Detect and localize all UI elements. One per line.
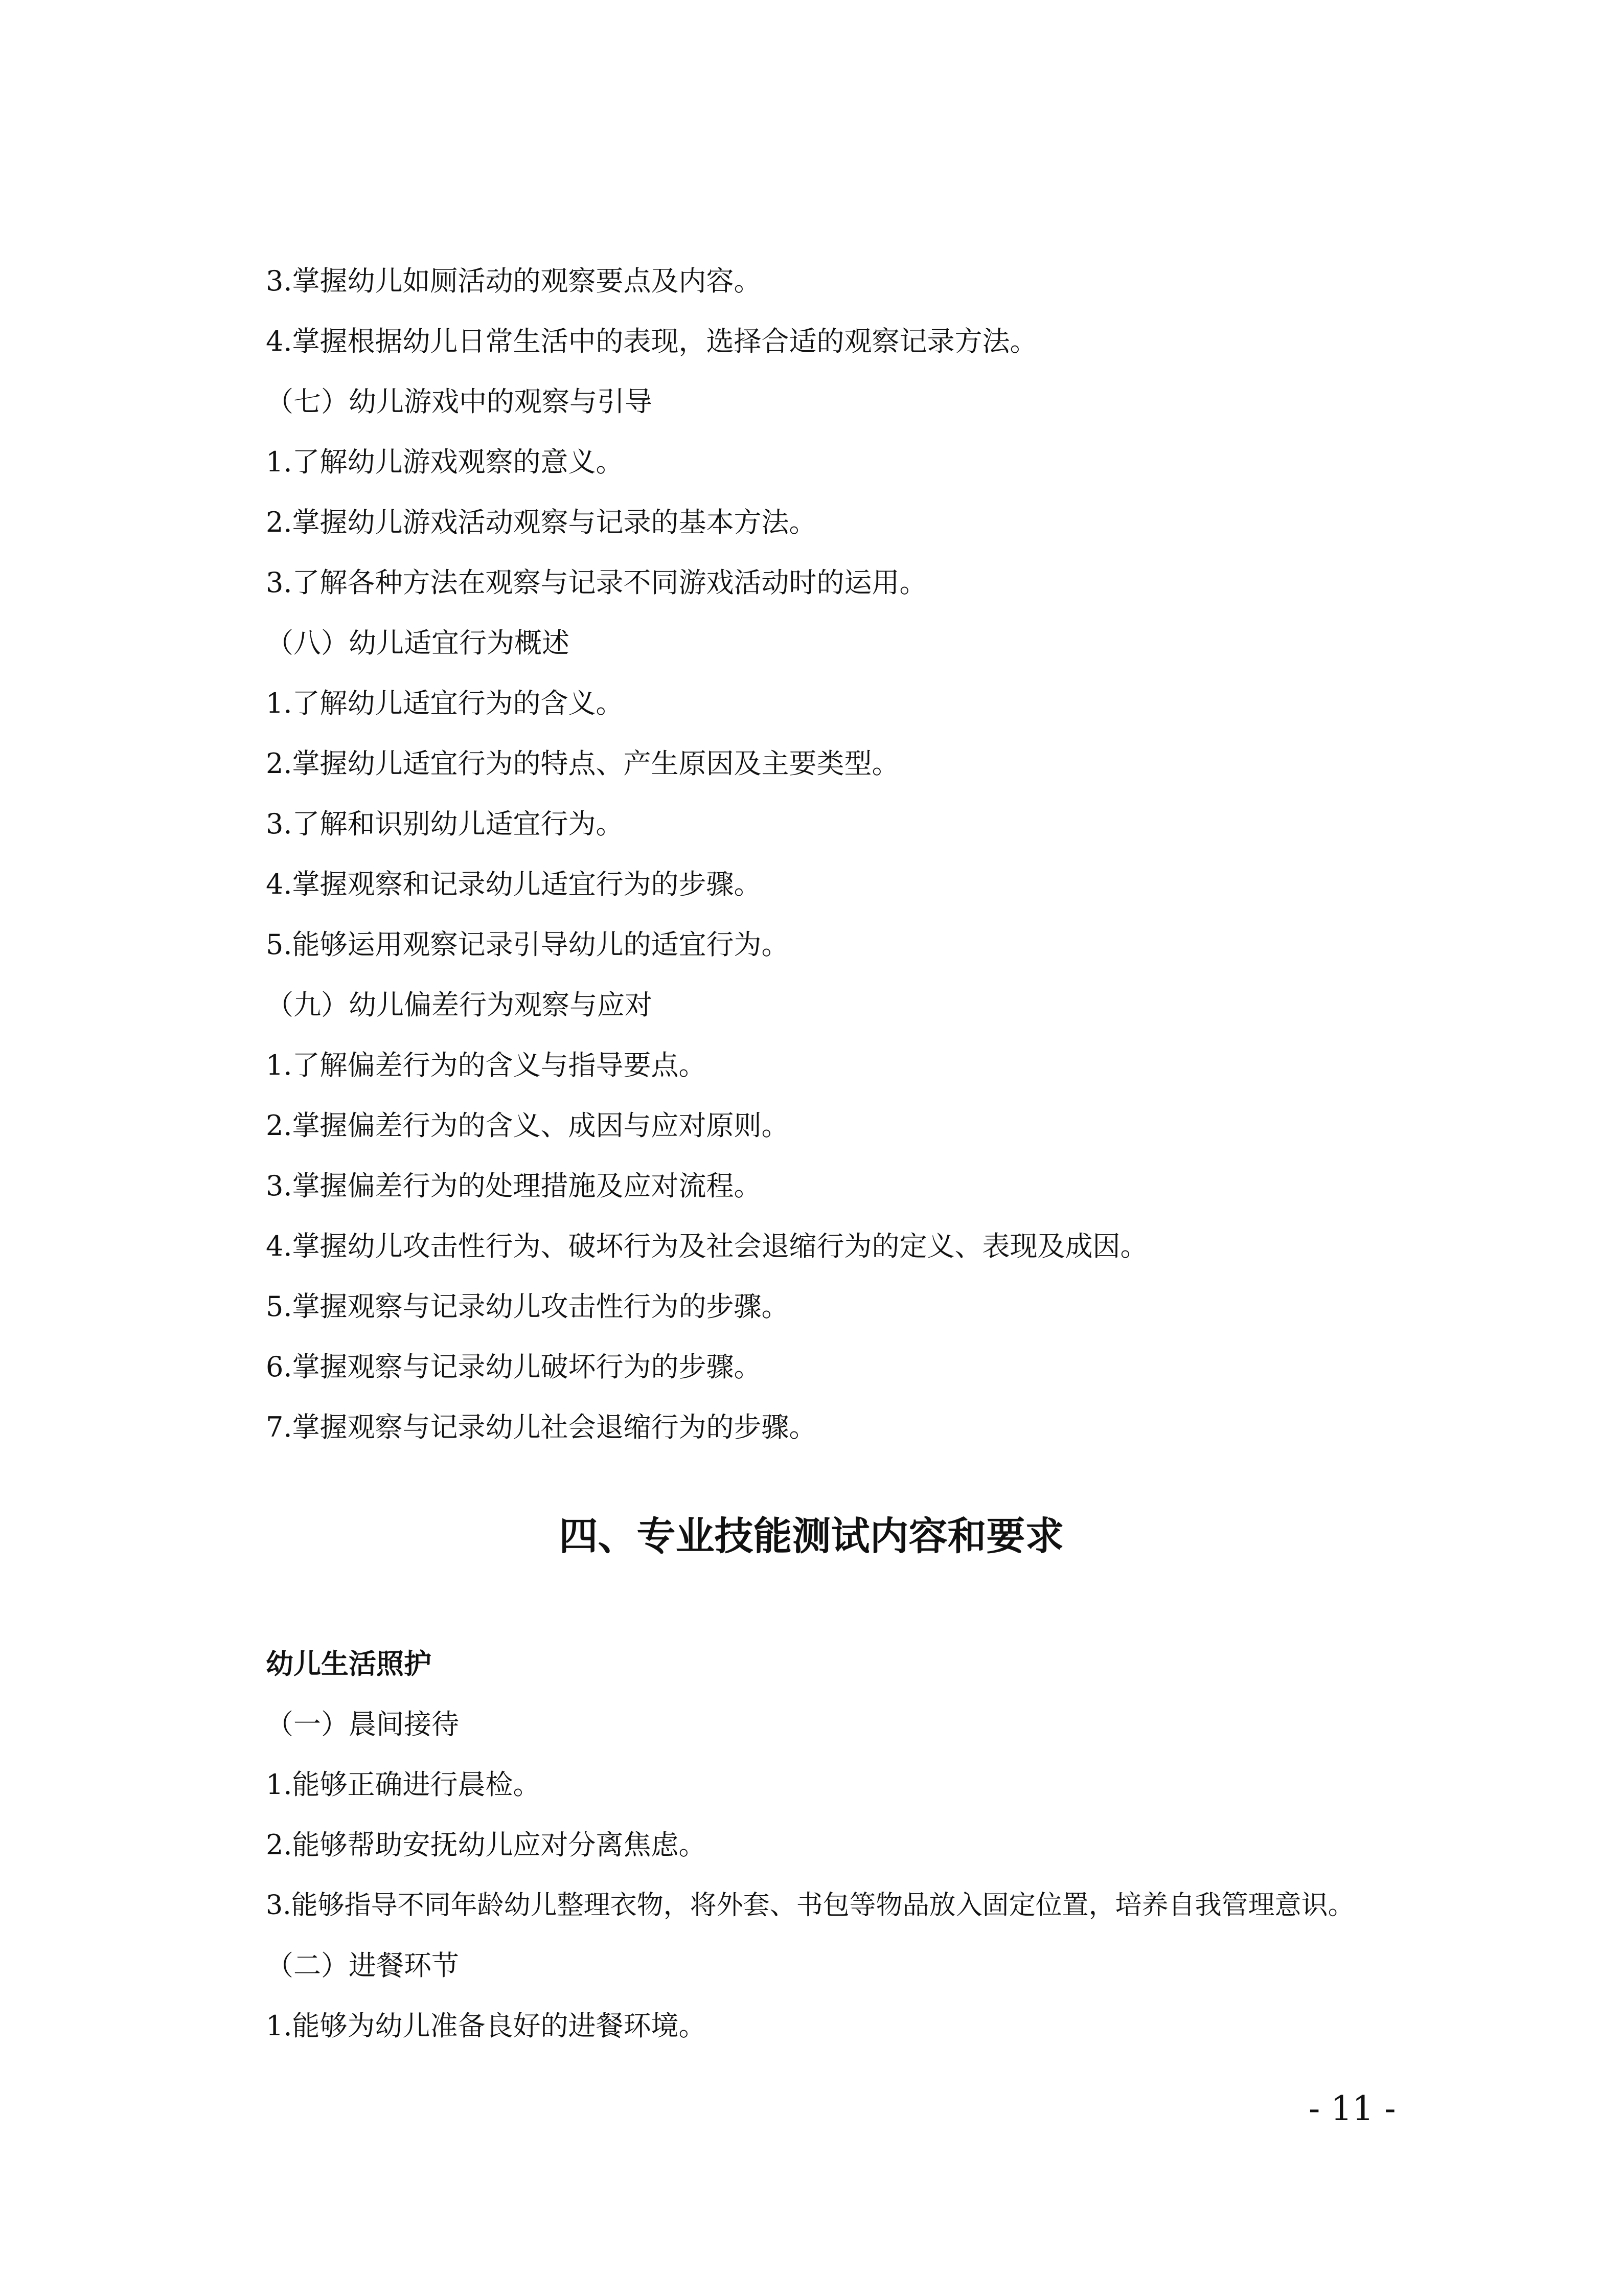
text-line: 4.掌握幼儿攻击性行为、破坏行为及社会退缩行为的定义、表现及成因。	[266, 1230, 1148, 1262]
text-line: 5.掌握观察与记录幼儿攻击性行为的步骤。	[266, 1290, 789, 1323]
text-line: 1.能够为幼儿准备良好的进餐环境。	[266, 2010, 706, 2042]
text-line: 3.掌握偏差行为的处理措施及应对流程。	[266, 1170, 762, 1202]
text-line: 1.了解幼儿游戏观察的意义。	[266, 446, 624, 478]
text-line: 2.掌握偏差行为的含义、成因与应对原则。	[266, 1109, 789, 1142]
section-subtitle: （八）幼儿适宜行为概述	[266, 627, 569, 659]
section-heading: 四、专业技能测试内容和要求	[559, 1513, 1064, 1559]
text-line: 4.掌握根据幼儿日常生活中的表现，选择合适的观察记录方法。	[266, 325, 1038, 357]
text-line: 2.掌握幼儿游戏活动观察与记录的基本方法。	[266, 506, 817, 538]
page-number: - 11 -	[1309, 2089, 1396, 2128]
text-line: 6.掌握观察与记录幼儿破坏行为的步骤。	[266, 1351, 762, 1383]
section-subtitle: （一）晨间接待	[266, 1708, 459, 1740]
text-line: 3.掌握幼儿如厕活动的观察要点及内容。	[266, 265, 762, 297]
text-line: 3.了解各种方法在观察与记录不同游戏活动时的运用。	[266, 566, 927, 599]
text-line: 3.能够指导不同年龄幼儿整理衣物，将外套、书包等物品放入固定位置，培养自我管理意识。	[266, 1890, 1355, 1921]
section-subtitle: （二）进餐环节	[266, 1949, 459, 1982]
subheading: 幼儿生活照护	[266, 1648, 431, 1680]
text-line: 1.了解幼儿适宜行为的含义。	[266, 687, 624, 719]
section-subtitle: （九）幼儿偏差行为观察与应对	[266, 989, 652, 1021]
text-line: 5.能够运用观察记录引导幼儿的适宜行为。	[266, 928, 789, 961]
text-line: 2.能够帮助安抚幼儿应对分离焦虑。	[266, 1829, 706, 1861]
text-line: 1.能够正确进行晨检。	[266, 1768, 541, 1801]
text-line: 7.掌握观察与记录幼儿社会退缩行为的步骤。	[266, 1411, 817, 1443]
section-subtitle: （七）幼儿游戏中的观察与引导	[266, 385, 652, 418]
text-line: 3.了解和识别幼儿适宜行为。	[266, 808, 624, 840]
text-line: 4.掌握观察和记录幼儿适宜行为的步骤。	[266, 868, 762, 900]
text-line: 1.了解偏差行为的含义与指导要点。	[266, 1049, 706, 1081]
text-line: 2.掌握幼儿适宜行为的特点、产生原因及主要类型。	[266, 747, 900, 780]
